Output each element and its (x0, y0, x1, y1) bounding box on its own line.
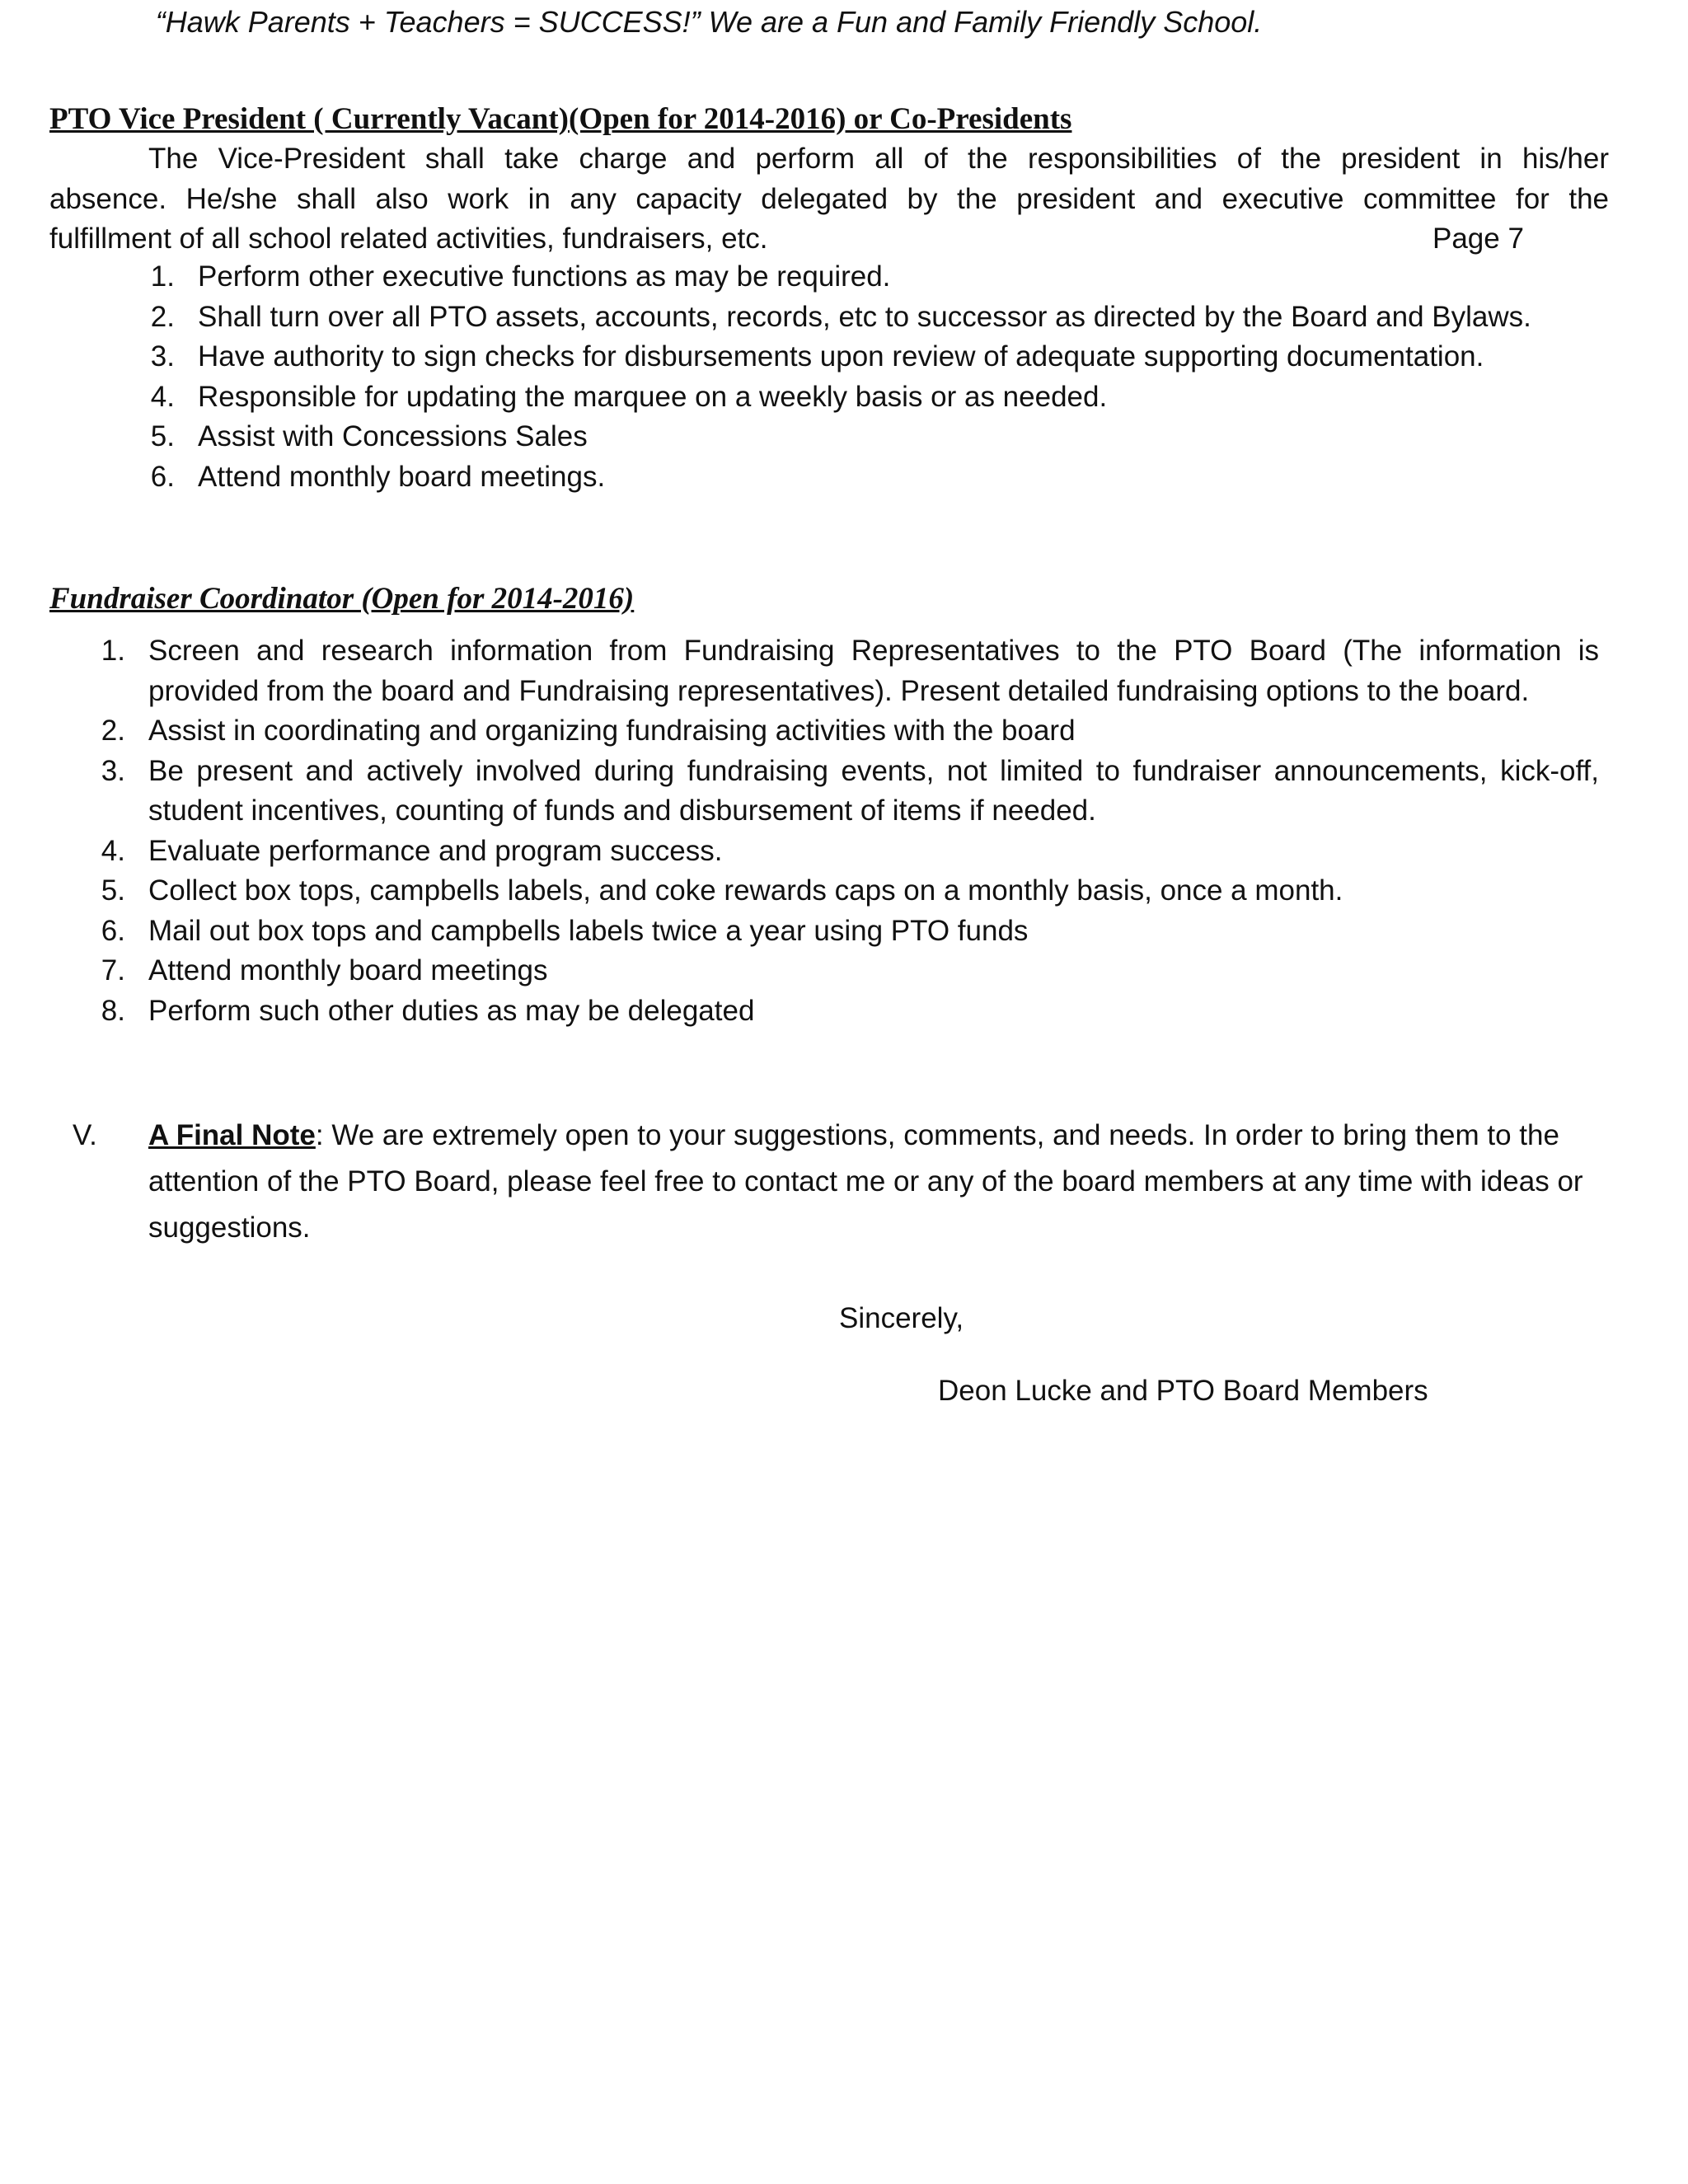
list-item: 6. Mail out box tops and campbells labels twice a year using PTO funds (101, 914, 1029, 947)
list-item: 5. Collect box tops, campbells labels, and coke rewards caps on a monthly basis, once a month. (101, 874, 1343, 907)
section-numeral: V. (73, 1119, 97, 1151)
list-item: 8. Perform such other duties as may be delegated (101, 994, 755, 1027)
list-item: 5. Assist with Concessions Sales (150, 420, 588, 452)
closing-salutation: Sincerely, (839, 1302, 964, 1334)
page-number: Page 7 (1432, 223, 1524, 255)
list-item: 3. Have authority to sign checks for disbursements upon review of adequate supporting documentation. (150, 340, 1484, 373)
vice-president-heading: PTO Vice President ( Currently Vacant)(Open for 2014-2016) or Co-Presidents (49, 102, 1072, 136)
vice-president-description-line: absence. He/she shall also work in any capacity delegated by the president and executive committee for the (49, 182, 1609, 215)
fundraiser-duties-list (99, 631, 1599, 1031)
school-motto: “Hawk Parents + Teachers = SUCCESS!” We are a Fun and Family Friendly School. (155, 5, 1263, 39)
final-note-label: A Final Note (148, 1119, 316, 1151)
list-item: 1. Screen and research information from Fundraising Representatives to the PTO Board (The information is provided from the board and Fundraising representatives). Present detailed fundraising options to the board. (101, 635, 1599, 707)
vice-president-description (49, 139, 1609, 260)
closing-signature: Deon Lucke and PTO Board Members (938, 1375, 1428, 1407)
final-note-body (148, 1113, 1614, 1251)
list-item: 2. Shall turn over all PTO assets, accounts, records, etc to successor as directed by the Board and Bylaws. (150, 300, 1531, 333)
list-item: 1. Perform other executive functions as may be required. (150, 260, 891, 293)
list-item: 4. Evaluate performance and program success. (101, 834, 723, 867)
final-note-text: : We are extremely open to your suggestions, comments, and needs. In order to bring them to the attention of the PTO Board, please feel free to contact me or any of the board members at any time with ideas or suggestions. (148, 1119, 1583, 1244)
list-item: 2. Assist in coordinating and organizing fundraising activities with the board (101, 715, 1076, 747)
vice-president-duties-list (148, 257, 1615, 497)
fundraiser-heading: Fundraiser Coordinator (Open for 2014-2016) (49, 582, 635, 616)
final-note (73, 1113, 1614, 1251)
vice-president-description-line: The Vice-President shall take charge and perform all of the responsibilities of the president in his/her (148, 143, 1609, 175)
vice-president-description-line: fulfillment of all school related activities, fundraisers, etc. (49, 223, 768, 255)
list-item: 6. Attend monthly board meetings. (150, 460, 606, 493)
list-item: 3. Be present and actively involved during fundraising events, not limited to fundraiser announcements, kick-off, student incentives, counting of funds and disbursement of items if needed. (101, 754, 1599, 827)
list-item: 4. Responsible for updating the marquee on a weekly basis or as needed. (150, 380, 1108, 413)
list-item: 7. Attend monthly board meetings (101, 954, 548, 987)
